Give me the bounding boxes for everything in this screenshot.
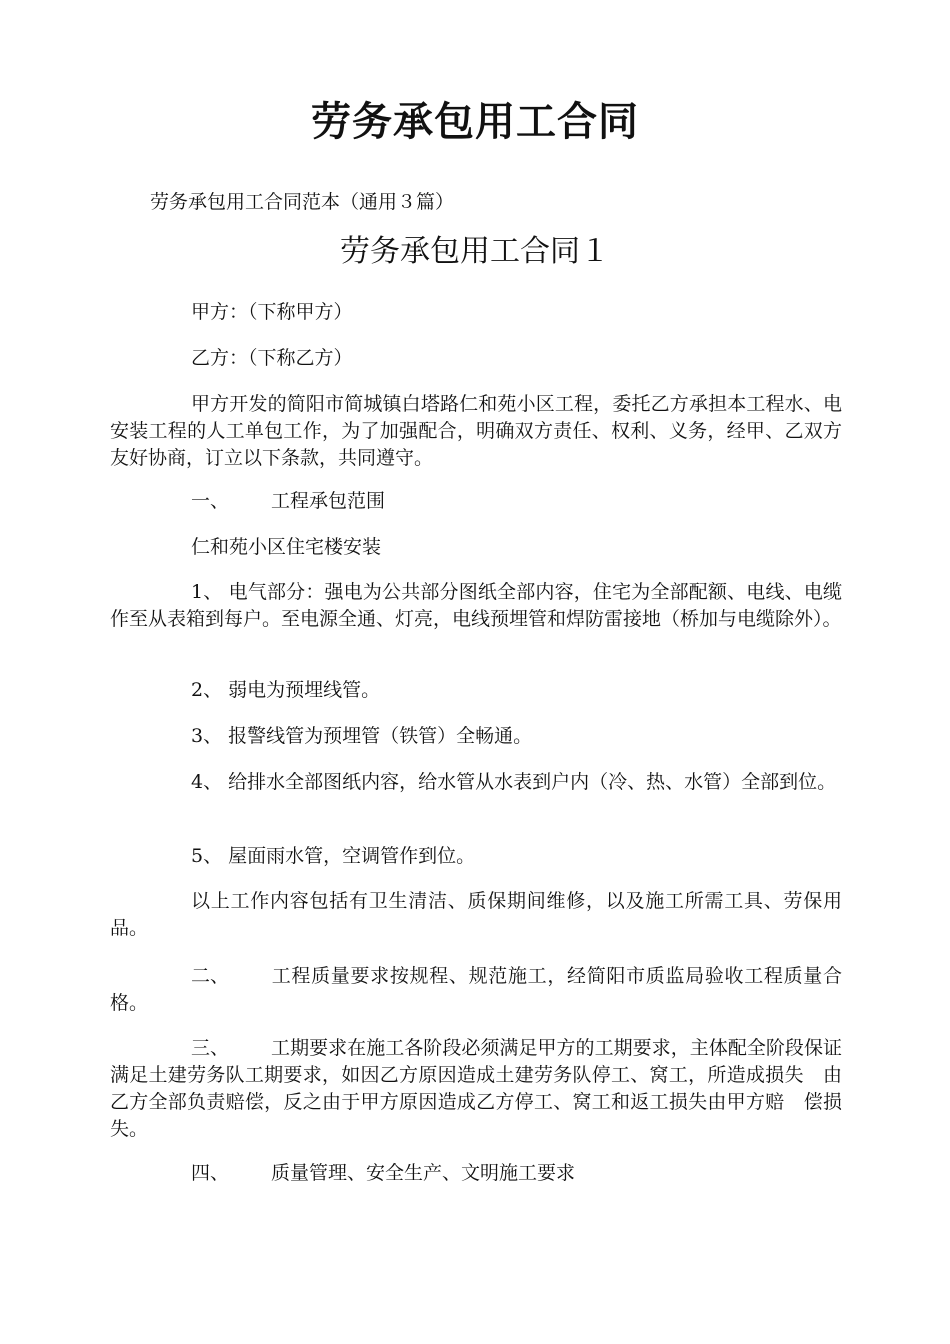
clause-1-heading xyxy=(191,488,385,515)
clause-3-text: 工期要求在施工各阶段必须满足甲方的工期要求，主体配全阶段保证 满足土建劳务队工期要求，如因乙方原因造成土建劳务队停工、窝工，所造成损失 由乙方全部负责赔偿，反之由于甲方原因造成乙方停工、窝工和返工损失由甲方赔 偿损失。 xyxy=(110,1037,862,1140)
section-title: 劳务承包用工合同１ xyxy=(340,234,610,269)
document-title: 劳务承包用工合同 xyxy=(311,98,639,145)
clause-2-number: 二、 xyxy=(191,965,230,987)
scope-item-4: 4、 给排水全部图纸内容，给水管从水表到户内（冷、热、水管）全部到位。 xyxy=(191,771,837,793)
scope-item-2: 2、 弱电为预埋线管。 xyxy=(191,679,381,701)
clause-1-number: 一、 xyxy=(191,490,230,512)
clause-2-paragraph xyxy=(110,963,862,1017)
clause-2-text: 工程质量要求按规程、规范施工，经简阳市质监局验收工程质量合 格。 xyxy=(110,965,862,1014)
scope-item-1: 1、 电气部分：强电为公共部分图纸全部内容，住宅为全部配额、电线、电缆作至从表箱到每户。至电源全通、灯亮，电线预埋管和焊防雷接地（桥加与电缆除外）。 xyxy=(110,581,842,630)
clause-3-paragraph xyxy=(110,1035,862,1143)
document-subtitle: 劳务承包用工合同范本（通用３篇） xyxy=(150,191,455,213)
scope-title: 仁和苑小区住宅楼安装 xyxy=(191,536,382,558)
clause-4-number: 四、 xyxy=(191,1162,230,1184)
scope-item-5: 5、 屋面雨水管，空调管作到位。 xyxy=(191,845,476,867)
work-note-paragraph: 以上工作内容包括有卫生清洁、质保期间维修，以及施工所需工具、劳保用品。 xyxy=(110,890,842,939)
party-a-line: 甲方：（下称甲方） xyxy=(191,301,353,323)
clause-1-text: 工程承包范围 xyxy=(271,490,386,512)
intro-paragraph: 甲方开发的简阳市简城镇白塔路仁和苑小区工程，委托乙方承担本工程水、电安装工程的人工单包工作，为了加强配合，明确双方责任、权利、义务，经甲、乙双方友好协商，订立以下条款，共同遵守。 xyxy=(110,393,842,469)
scope-item-3: 3、 报警线管为预埋管（铁管）全畅通。 xyxy=(191,725,533,747)
party-b-line: 乙方：（下称乙方） xyxy=(191,347,353,369)
clause-4-text: 质量管理、安全生产、文明施工要求 xyxy=(271,1162,576,1184)
clause-4-heading xyxy=(191,1160,575,1187)
clause-3-number: 三、 xyxy=(191,1037,230,1059)
